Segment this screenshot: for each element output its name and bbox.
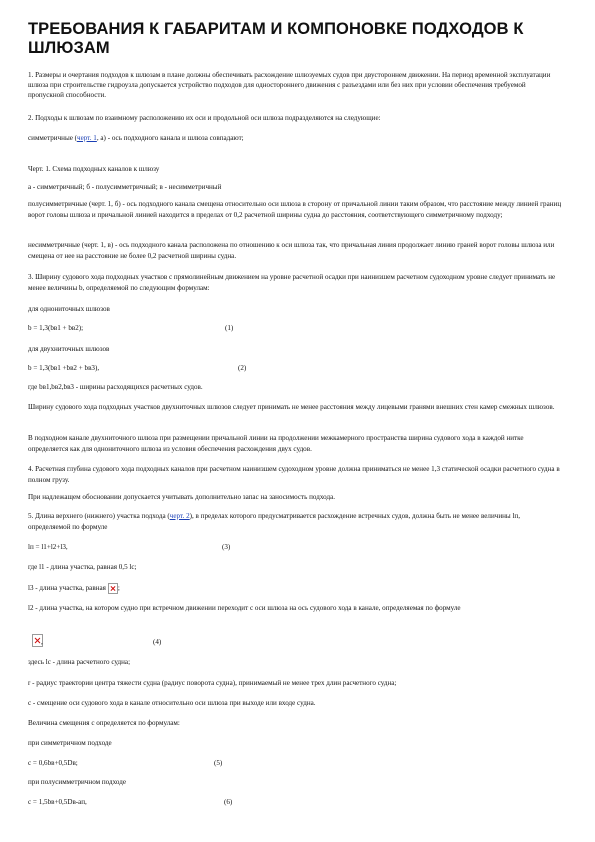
paragraph-ship-widths: где bв1,bв2,bв3 - ширины расходящихся расчетных судов. <box>28 383 203 391</box>
paragraph-radius: r - радиус траектории центра тяжести судна (радиус поворота судна), принимаемый не менее трех длин расчетного судна; <box>28 679 397 687</box>
label-single-chamber: для однониточных шлюзов <box>28 305 110 313</box>
paragraph-3-pre: симметричные ( <box>28 134 78 142</box>
formula-3: lп = l1+l2+l3, <box>28 543 68 551</box>
formula-5: c = 0,6bв+0,5Dв; <box>28 759 78 767</box>
paragraph-3 <box>28 133 563 144</box>
chart-2-link[interactable]: черт. 2 <box>169 512 190 520</box>
chart-1-link[interactable]: черт. 1 <box>77 134 97 142</box>
formula-5-number: (5) <box>214 759 223 767</box>
paragraph-semi-symmetric: полусимметричные (черт. 1, б) - ось подходного канала смещена относительно оси шлюза в сторону от причальной линии таким образом, что расстояние между линией границ ворот головы шлюза и причальной линией находится в пределах от 0,2 расчетной ширины судна до расстояния, соответствующего симметричному подходу; <box>28 200 562 219</box>
paragraph-5-pre: 5. Длина верхнего (нижнего) участка подхода ( <box>28 512 170 520</box>
label-double-chamber: для двухниточных шлюзов <box>28 345 110 353</box>
paragraph-l2: l2 - длина участка, на котором судно при встречном движении переходит с оси шлюза на ось судового хода в канале, определяемая по формуле <box>28 604 461 612</box>
paragraph-2: 2. Подходы к шлюзам по взаимному расположению их оси и продольной оси шлюза подразделяются на следующие: <box>28 114 381 122</box>
page-title: ТРЕБОВАНИЯ К ГАБАРИТАМ И КОМПОНОВКЕ ПОДХОДОВ К ШЛЮЗАМ <box>28 20 524 57</box>
formula-1-number: (1) <box>225 324 234 332</box>
paragraph-3-post: , а) - ось подходного канала и шлюза совпадают; <box>96 134 244 142</box>
paragraph-siltation: При надлежащем обосновании допускается учитывать дополнительно запас на заносимость подхода. <box>28 493 336 501</box>
formula-6: c = 1,5bв+0,5Dв-ап, <box>28 798 87 806</box>
paragraph-asymmetric: несимметричные (черт. 1, в) - ось подходного канала расположена по отношению к оси шлюза так, что причальная линия продолжает линию граней ворот головы шлюза или смещена от нее на расстояние не более 0,2 расчетной ширины судна. <box>28 241 555 260</box>
formula-3-number: (3) <box>222 543 231 551</box>
paragraph-l3: l3 - длина участка, равная ; <box>28 584 120 593</box>
paragraph-4-depth: 4. Расчетная глубина судового хода подходных каналов при расчетном наинизшем судоходном уровне должна приниматься не менее 1,3 статической осадки расчетного судна в полном грузу. <box>28 465 560 484</box>
formula-2-number: (2) <box>238 364 247 372</box>
label-semi-symmetric: при полусимметричном подходе <box>28 778 127 786</box>
formula-2: b = 1,3(bв1 +bв2 + bв3), <box>28 364 100 372</box>
paragraph-1: 1. Размеры и очертания подходов к шлюзам в плане должны обеспечивать расхождение шлюзуемых судов при двустороннем движении. На период временной эксплуатации шлюза при строительстве гидроузла допускается устройство подходов для одностороннего движения с разъездами или без них при условии обеспечения требуемой пропускной способности. <box>28 71 551 100</box>
paragraph-5-post: ), в пределах которого предусматривается расхождение встречных судов, должна быть не менее величины lп, определяемой по формуле <box>28 512 520 531</box>
formula-1: b = 1,3(bв1 + bв2); <box>28 324 84 332</box>
paragraph-l3-text: l3 - длина участка, равная <box>28 584 106 593</box>
broken-image-icon <box>108 583 118 594</box>
paragraph-offset-formulas: Величина смещения c определяется по формулам: <box>28 719 180 727</box>
paragraph-double-chamber-width: Ширину судового хода подходных участков двухниточных шлюзов следует принимать не менее расстояния между лицевыми гранями внешних стен камер смежных шлюзов. <box>28 403 555 411</box>
formula-4-number: (4) <box>153 638 162 646</box>
paragraph-offset: c - смещение оси судового хода в канале относительно оси шлюза при выходе или входе судна. <box>28 699 316 707</box>
paragraph-ship-length: здесь lс - длина расчетного судна; <box>28 658 131 666</box>
formula-6-number: (6) <box>224 798 233 806</box>
paragraph-3-width: 3. Ширину судового хода подходных участков с прямолинейным движением на уровне расчетной осадки при наинизшем расчетном судоходном уровне следует принимать не менее величины b, определяемой по следующим формулам: <box>28 273 556 292</box>
paragraph-l1: где l1 - длина участка, равная 0,5 lс; <box>28 563 137 571</box>
paragraph-berth-line: В подходном канале двухниточного шлюза при размещении причальной линии на продолжении межкамерного пространства ширина судового хода в каждой нитке определяется как для однониточного шлюза из условия обеспечения расхождения двух судов. <box>28 434 524 453</box>
paragraph-5-length <box>28 511 563 532</box>
figure-1-caption: Черт. 1. Схема подходных каналов к шлюзу <box>28 165 160 173</box>
label-symmetric: при симметричном подходе <box>28 739 112 747</box>
figure-1-legend: а - симметричный; б - полусимметричный; в - несимметричный <box>28 183 222 191</box>
